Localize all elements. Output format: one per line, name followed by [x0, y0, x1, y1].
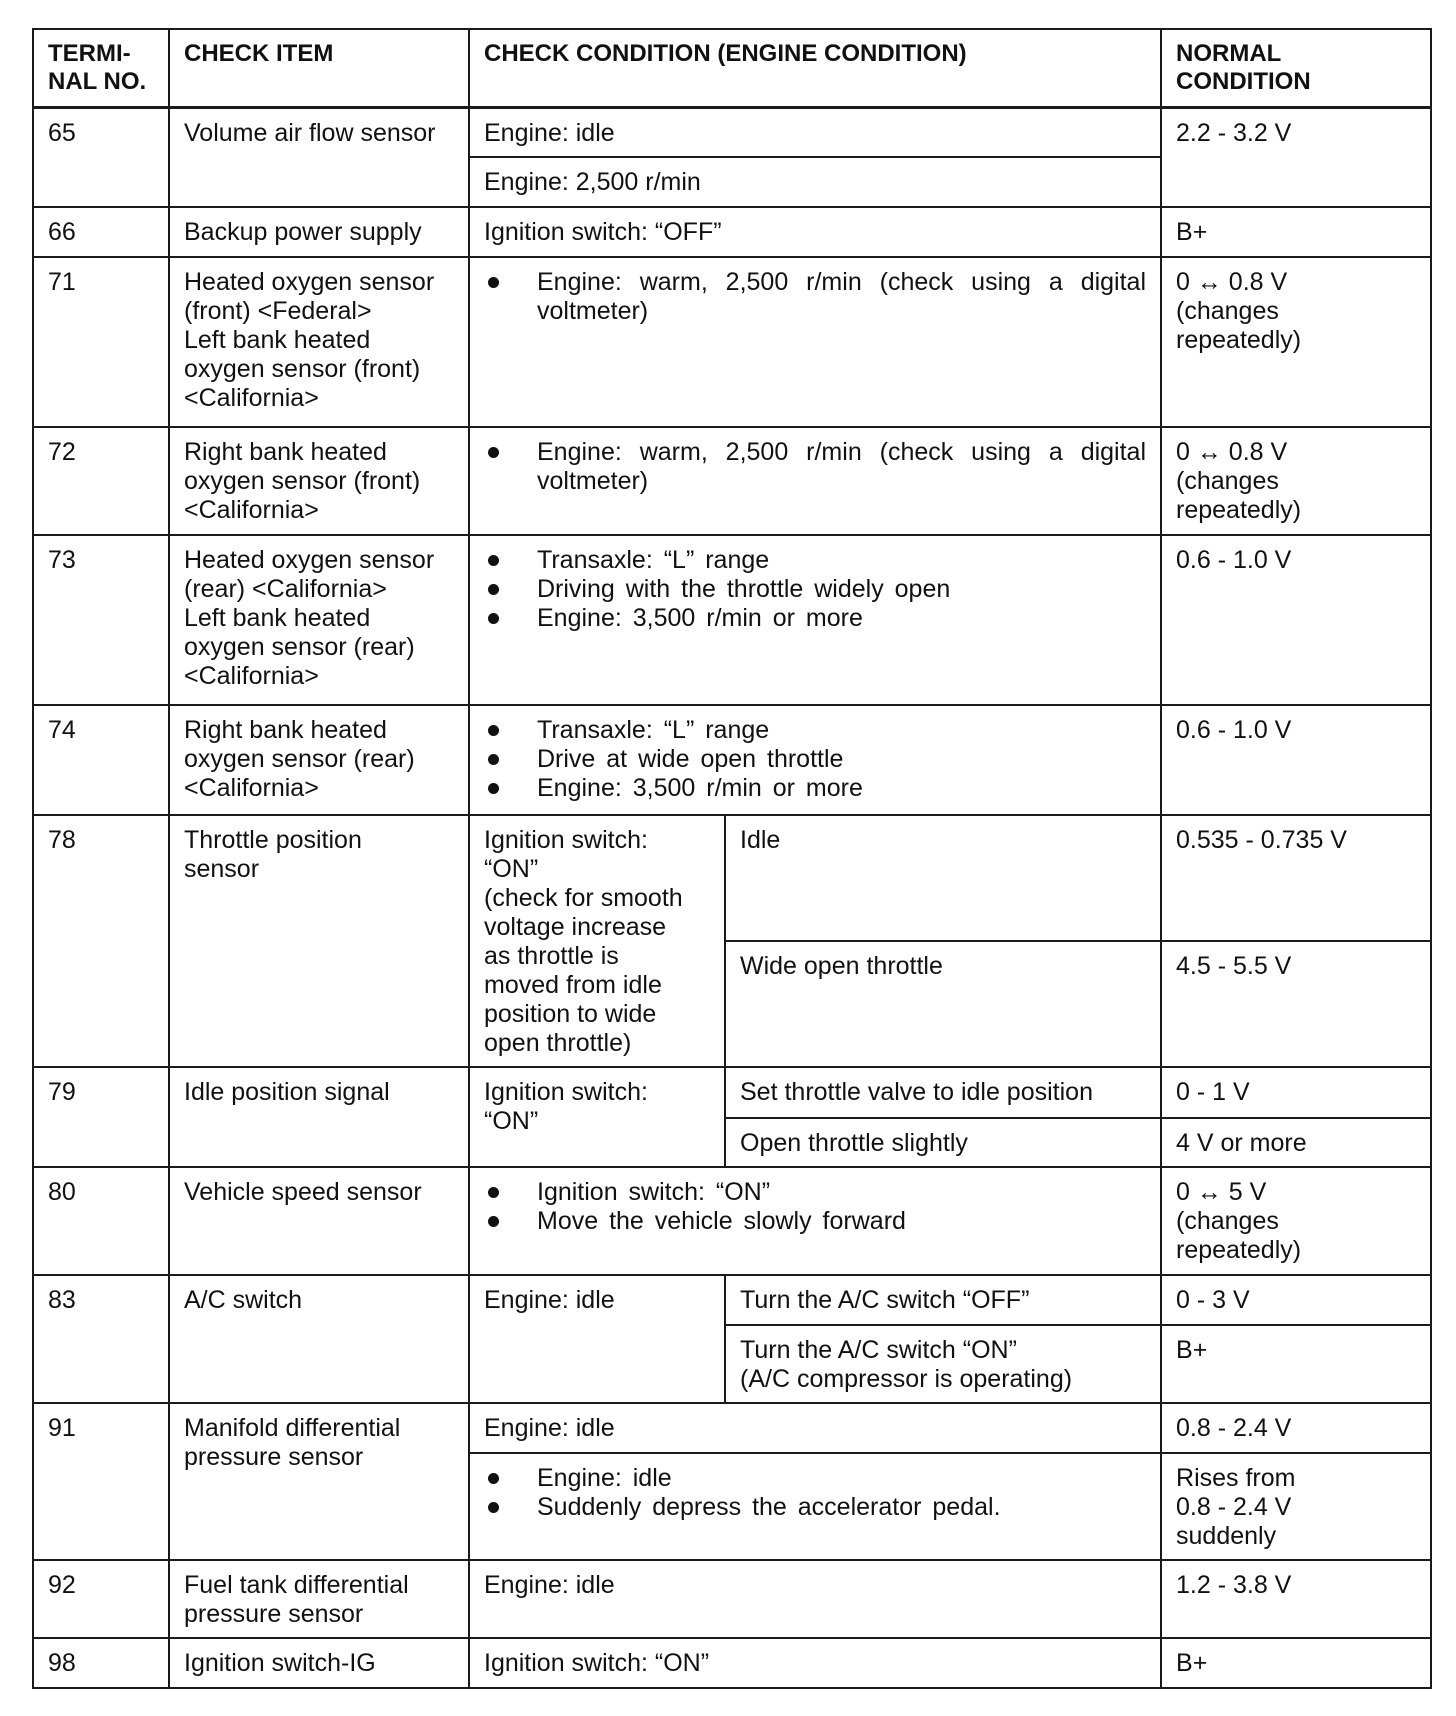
condition-bullet: Drive at wide open throttle	[484, 745, 1146, 774]
check-condition	[469, 257, 1161, 427]
check-condition: Ignition switch: “ON”	[469, 1067, 725, 1167]
normal-condition: B+	[1161, 1325, 1431, 1403]
check-condition: Ignition switch: “OFF”	[469, 207, 1161, 257]
header-terminal-no: TERMI- NAL NO.	[33, 29, 169, 107]
check-item: Ignition switch-IG	[169, 1638, 469, 1688]
check-sub-condition: Turn the A/C switch “ON” (A/C compressor is operating)	[725, 1325, 1161, 1403]
bullet-icon	[488, 1473, 499, 1484]
terminal-no: 66	[33, 207, 169, 257]
condition-bullets	[484, 438, 1146, 496]
normal-condition: B+	[1161, 1638, 1431, 1688]
check-item: Fuel tank differential pressure sensor	[169, 1560, 469, 1638]
condition-bullets	[484, 268, 1146, 326]
terminal-no: 98	[33, 1638, 169, 1688]
normal-condition: 0.535 - 0.735 V	[1161, 815, 1431, 941]
check-condition: Ignition switch: “ON”	[469, 1638, 1161, 1688]
header-row	[33, 29, 1431, 107]
condition-bullet: Engine: warm, 2,500 r/min (check using a digital voltmeter)	[484, 268, 1146, 326]
check-condition	[469, 535, 1161, 705]
header-check-condition: CHECK CONDITION (ENGINE CONDITION)	[469, 29, 1161, 107]
table-row-78	[33, 815, 1431, 941]
bullet-icon	[488, 783, 499, 794]
bullet-icon	[488, 754, 499, 765]
condition-bullet: Transaxle: “L” range	[484, 546, 1146, 575]
condition-bullet: Suddenly depress the accelerator pedal.	[484, 1493, 1146, 1522]
terminal-no: 78	[33, 815, 169, 1067]
check-condition	[469, 1167, 1161, 1275]
condition-bullet: Driving with the throttle widely open	[484, 575, 1146, 604]
check-item: Volume air flow sensor	[169, 107, 469, 207]
bullet-icon	[488, 447, 499, 458]
terminal-no: 73	[33, 535, 169, 705]
check-condition: Engine: idle	[469, 1403, 1161, 1453]
bullet-icon	[488, 1502, 499, 1513]
terminal-no: 92	[33, 1560, 169, 1638]
check-item	[169, 535, 469, 705]
normal-condition: 0.6 - 1.0 V	[1161, 535, 1431, 705]
normal-condition: 0 ↔ 0.8 V (changes repeatedly)	[1161, 427, 1431, 535]
check-item-line: Left bank heated oxygen sensor (rear) <California>	[184, 604, 415, 690]
table-row-80	[33, 1167, 1431, 1275]
check-sub-condition: Turn the A/C switch “OFF”	[725, 1275, 1161, 1325]
table-row-92	[33, 1560, 1431, 1638]
check-item: Throttle position sensor	[169, 815, 469, 1067]
normal-condition: 0 ↔ 0.8 V (changes repeatedly)	[1161, 257, 1431, 427]
check-item: Idle position signal	[169, 1067, 469, 1167]
check-item-line: Heated oxygen sensor (front) <Federal>	[184, 268, 435, 325]
check-condition	[469, 427, 1161, 535]
ecu-terminal-check-table	[32, 28, 1432, 1689]
normal-condition: 0.8 - 2.4 V	[1161, 1403, 1431, 1453]
table-row-91	[33, 1403, 1431, 1453]
header-check-item: CHECK ITEM	[169, 29, 469, 107]
bullet-icon	[488, 725, 499, 736]
table-row-73	[33, 535, 1431, 705]
table-row-65	[33, 107, 1431, 157]
condition-bullets	[484, 1178, 1146, 1236]
terminal-no: 74	[33, 705, 169, 815]
terminal-no: 91	[33, 1403, 169, 1560]
check-condition: Engine: 2,500 r/min	[469, 157, 1161, 207]
table-row-74	[33, 705, 1431, 815]
check-sub-condition: Open throttle slightly	[725, 1118, 1161, 1167]
table-row-72	[33, 427, 1431, 535]
normal-condition: 0 - 3 V	[1161, 1275, 1431, 1325]
table-row-79	[33, 1067, 1431, 1118]
condition-bullets	[484, 716, 1146, 803]
normal-condition: 0 - 1 V	[1161, 1067, 1431, 1118]
bullet-icon	[488, 277, 499, 288]
terminal-no: 71	[33, 257, 169, 427]
check-condition	[469, 705, 1161, 815]
terminal-no: 65	[33, 107, 169, 207]
check-item: A/C switch	[169, 1275, 469, 1403]
normal-condition: 1.2 - 3.8 V	[1161, 1560, 1431, 1638]
check-item: Right bank heated oxygen sensor (front) <California>	[169, 427, 469, 535]
normal-condition: 0.6 - 1.0 V	[1161, 705, 1431, 815]
bullet-icon	[488, 1187, 499, 1198]
condition-bullet: Engine: warm, 2,500 r/min (check using a digital voltmeter)	[484, 438, 1146, 496]
bullet-icon	[488, 613, 499, 624]
check-item: Manifold differential pressure sensor	[169, 1403, 469, 1560]
table-row-66	[33, 207, 1431, 257]
check-sub-condition: Set throttle valve to idle position	[725, 1067, 1161, 1118]
check-item	[169, 257, 469, 427]
bullet-icon	[488, 555, 499, 566]
table-row-98	[33, 1638, 1431, 1688]
condition-bullets	[484, 1464, 1146, 1522]
check-sub-condition: Idle	[725, 815, 1161, 941]
normal-condition: 0 ↔ 5 V (changes repeatedly)	[1161, 1167, 1431, 1275]
terminal-no: 80	[33, 1167, 169, 1275]
header-normal-condition: NORMAL CONDITION	[1161, 29, 1431, 107]
condition-bullet: Engine: idle	[484, 1464, 1146, 1493]
check-item: Vehicle speed sensor	[169, 1167, 469, 1275]
condition-bullet: Move the vehicle slowly forward	[484, 1207, 1146, 1236]
bullet-icon	[488, 1216, 499, 1227]
check-condition: Engine: idle	[469, 107, 1161, 157]
check-sub-condition: Wide open throttle	[725, 941, 1161, 1067]
normal-condition: 4.5 - 5.5 V	[1161, 941, 1431, 1067]
table-row-71	[33, 257, 1431, 427]
normal-condition: B+	[1161, 207, 1431, 257]
normal-condition: 2.2 - 3.2 V	[1161, 107, 1431, 207]
check-item: Backup power supply	[169, 207, 469, 257]
check-item-line: Heated oxygen sensor (rear) <California>	[184, 546, 435, 603]
normal-condition: 4 V or more	[1161, 1118, 1431, 1167]
terminal-no: 79	[33, 1067, 169, 1167]
check-condition: Engine: idle	[469, 1560, 1161, 1638]
check-condition: Ignition switch: “ON” (check for smooth voltage increase as throttle is moved from idle position to wide open throttle)	[469, 815, 725, 1067]
terminal-no: 72	[33, 427, 169, 535]
check-condition	[469, 1453, 1161, 1560]
condition-bullet: Engine: 3,500 r/min or more	[484, 774, 1146, 803]
check-condition: Engine: idle	[469, 1275, 725, 1403]
table-row-83	[33, 1275, 1431, 1325]
condition-bullet: Engine: 3,500 r/min or more	[484, 604, 1146, 633]
normal-condition: Rises from 0.8 - 2.4 V suddenly	[1161, 1453, 1431, 1560]
condition-bullet: Ignition switch: “ON”	[484, 1178, 1146, 1207]
condition-bullet: Transaxle: “L” range	[484, 716, 1146, 745]
condition-bullets	[484, 546, 1146, 633]
bullet-icon	[488, 584, 499, 595]
check-item-line: Left bank heated oxygen sensor (front) <California>	[184, 326, 421, 412]
terminal-no: 83	[33, 1275, 169, 1403]
check-item: Right bank heated oxygen sensor (rear) <California>	[169, 705, 469, 815]
